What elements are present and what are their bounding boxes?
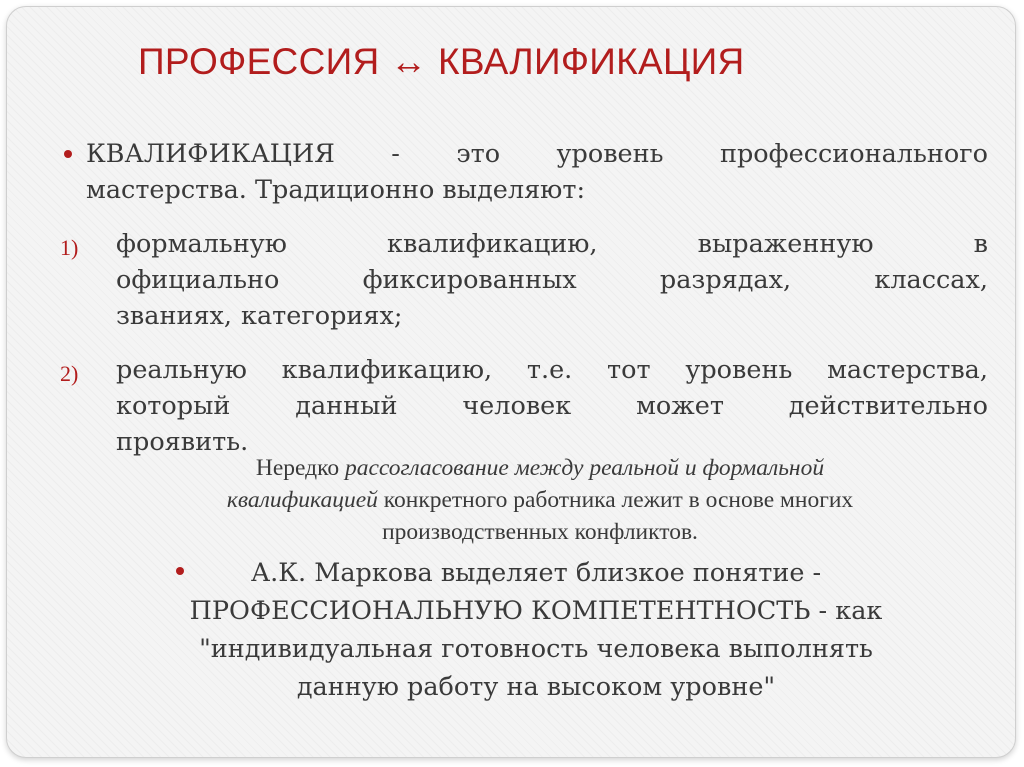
markova-paragraph [86, 554, 986, 706]
slide-title: ПРОФЕССИЯ ↔ КВАЛИФИКАЦИЯ [138, 41, 745, 82]
markova-line-3: "индивидуальная готовность человека выполнять [199, 634, 873, 664]
list-item-line: реальную квалификацию, т.е. тот уровень мастерства, [116, 355, 988, 385]
markova-line-1: А.К. Маркова выделяет близкое понятие - [250, 558, 822, 588]
definition-line-1: КВАЛИФИКАЦИЯ - это уровень профессионального [86, 139, 988, 169]
list-item-formal [116, 226, 988, 334]
list-item-line: званиях, категориях; [116, 301, 403, 331]
list-item-real [116, 352, 988, 460]
note-line-1: Нередко рассогласование между реальной и формальной [255, 455, 825, 481]
list-item-line: официально фиксированных разрядах, классах, [116, 265, 988, 295]
markova-line-2: ПРОФЕССИОНАЛЬНУЮ КОМПЕТЕНТНОСТЬ - как [189, 596, 883, 626]
list-item-line: формальную квалификацию, выраженную в [116, 229, 988, 259]
definition-paragraph [86, 136, 988, 208]
bullet-icon [64, 150, 72, 158]
list-item-line: который данный человек может действительно [116, 391, 988, 421]
list-marker-2: 2) [60, 361, 79, 386]
definition-line-2: мастерства. Традиционно выделяют: [86, 175, 586, 205]
list-item-line: проявить. [116, 427, 249, 457]
list-marker-1: 1) [60, 235, 79, 260]
note-line-3: производственных конфликтов. [382, 519, 698, 545]
note-line-2: квалификацией конкретного работника лежит в основе многих [226, 487, 854, 513]
conflict-note [80, 452, 1000, 548]
markova-line-4: данную работу на высоком уровне" [296, 672, 776, 702]
